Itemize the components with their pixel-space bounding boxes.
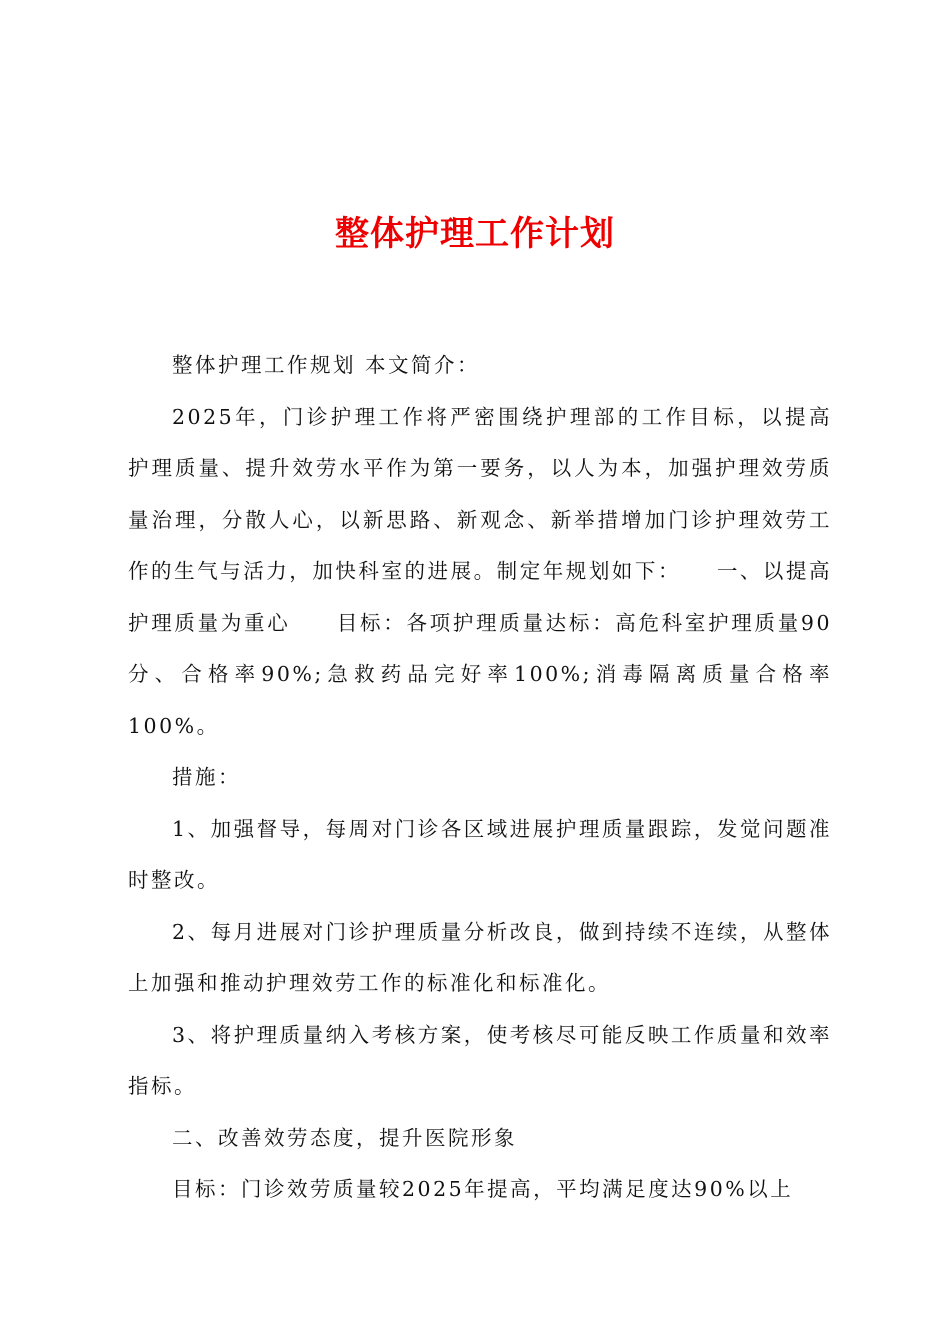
paragraph-measure-1: 1、加强督导，每周对门诊各区域进展护理质量跟踪，发觉问题准时整改。 [128,816,832,892]
paragraph-measure-3: 3、将护理质量纳入考核方案，使考核尽可能反映工作质量和效率指标。 [128,1022,832,1098]
paragraph-section-2-heading: 二、改善效劳态度，提升医院形象 [172,1125,517,1150]
document-title: 整体护理工作计划 [335,214,615,254]
paragraph-measure-2: 2、每月进展对门诊护理质量分析改良，做到持续不连续，从整体上加强和推动护理效劳工作的标准化和标准化。 [128,919,832,995]
paragraph-intro: 整体护理工作规划 本文简介： [172,353,481,377]
paragraph-measures-heading: 措施： [172,765,241,789]
document-body [128,340,832,1216]
paragraph-overview: 2025年，门诊护理工作将严密围绕护理部的工作目标，以提高护理质量、提升效劳水平作为第一要务，以人为本，加强护理效劳质量治理，分散人心，以新思路、新观念、新举措增加门诊护理效劳工作的生气与活力，加快科室的进展。制定年规划如下： 一、以提高护理质量为重心 目标：各项护理质量达标：高危科室护理质量90分、合格率90%;急救药品完好率100%;消毒隔离质量合格率100%。 [128,404,832,738]
paragraph-section-2-goal: 目标：门诊效劳质量较2025年提高，平均满足度达90%以上 [172,1177,794,1201]
